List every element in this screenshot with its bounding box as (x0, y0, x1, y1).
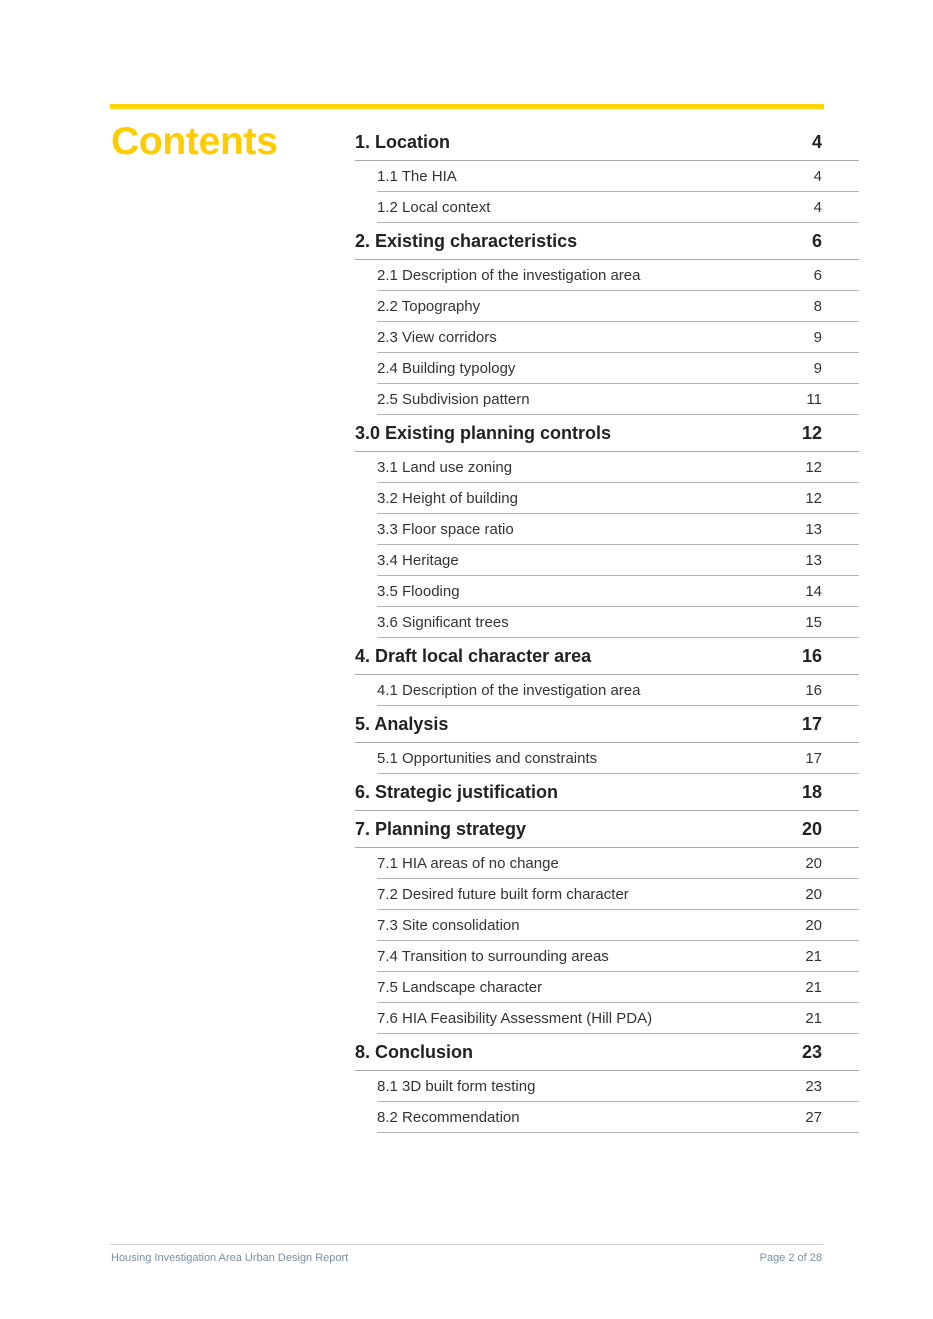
toc-subsection-row[interactable] (377, 879, 859, 910)
toc-subsection-row[interactable] (377, 1003, 859, 1034)
toc-subsection-row[interactable] (377, 353, 859, 384)
footer-divider (110, 1244, 824, 1245)
toc-subsection-row[interactable] (377, 743, 859, 774)
toc-subsection-row[interactable] (377, 291, 859, 322)
toc-subsection-row[interactable] (377, 675, 859, 706)
toc-entry-title: 5. Analysis (355, 713, 449, 734)
toc-entry-page: 12 (801, 422, 822, 443)
toc-section-row[interactable] (355, 124, 859, 161)
toc-section-row[interactable] (355, 415, 859, 452)
toc-entry-title: 2. Existing characteristics (355, 230, 578, 251)
toc-entry-title: 8. Conclusion (355, 1041, 474, 1062)
toc-entry-page: 11 (806, 390, 822, 408)
toc-entry-page: 17 (801, 713, 822, 734)
footer-page-number: Page 2 of 28 (759, 1252, 822, 1264)
toc-entry-page: 6 (813, 266, 822, 284)
toc-subsection-row[interactable] (377, 514, 859, 545)
toc-subsection-row[interactable] (377, 607, 859, 638)
toc-entry-page: 4 (811, 131, 822, 152)
toc-entry-title: 2.4 Building typology (377, 359, 516, 377)
toc-entry-page: 12 (805, 489, 822, 507)
toc-subsection-row[interactable] (377, 452, 859, 483)
toc-entry-page: 4 (813, 198, 822, 216)
toc-entry-title: 7.3 Site consolidation (377, 916, 520, 934)
toc-entry-page: 23 (801, 1041, 822, 1062)
toc-entry-title: 7.6 HIA Feasibility Assessment (Hill PDA) (377, 1009, 653, 1027)
toc-entry-title: 2.2 Topography (377, 297, 481, 315)
toc-entry-title: 7.2 Desired future built form character (377, 885, 629, 903)
toc-entry-page: 20 (801, 818, 822, 839)
toc-subsection-row[interactable] (377, 161, 859, 192)
toc-entry-page: 9 (813, 359, 822, 377)
toc-entry-title: 5.1 Opportunities and constraints (377, 749, 598, 767)
toc-subsection-row[interactable] (377, 260, 859, 291)
toc-entry-title: 1.1 The HIA (377, 167, 457, 185)
toc-entry-page: 20 (805, 885, 822, 903)
toc-entry-title: 7.5 Landscape character (377, 978, 543, 996)
toc-entry-page: 13 (805, 551, 822, 569)
toc-entry-page: 27 (805, 1108, 822, 1126)
toc-section-row[interactable] (355, 811, 859, 848)
toc-entry-page: 16 (801, 645, 822, 666)
toc-subsection-row[interactable] (377, 1071, 859, 1102)
toc-section-row[interactable] (355, 223, 859, 260)
toc-entry-title: 7.4 Transition to surrounding areas (377, 947, 609, 965)
toc-entry-title: 6. Strategic justification (355, 781, 559, 802)
toc-entry-title: 3.2 Height of building (377, 489, 518, 507)
toc-entry-title: 3.3 Floor space ratio (377, 520, 514, 538)
toc-entry-title: 2.3 View corridors (377, 328, 497, 346)
page-title: Contents (111, 120, 278, 163)
toc-section-row[interactable] (355, 774, 859, 811)
toc-section-row[interactable] (355, 1034, 859, 1071)
toc-entry-title: 3.5 Flooding (377, 582, 460, 600)
toc-entry-title: 4.1 Description of the investigation area (377, 681, 641, 699)
toc-entry-title: 8.1 3D built form testing (377, 1077, 536, 1095)
toc-entry-page: 13 (805, 520, 822, 538)
toc-subsection-row[interactable] (377, 384, 859, 415)
toc-subsection-row[interactable] (377, 322, 859, 353)
toc-subsection-row[interactable] (377, 972, 859, 1003)
toc-entry-page: 23 (805, 1077, 822, 1095)
toc-subsection-row[interactable] (377, 1102, 859, 1133)
toc-section-row[interactable] (355, 638, 859, 675)
toc-entry-title: 1.2 Local context (377, 198, 491, 216)
toc-subsection-row[interactable] (377, 848, 859, 879)
footer-document-title: Housing Investigation Area Urban Design Report (111, 1252, 349, 1264)
toc-subsection-row[interactable] (377, 910, 859, 941)
toc-entry-title: 3.0 Existing planning controls (355, 422, 612, 443)
toc-entry-page: 21 (805, 947, 822, 965)
toc-subsection-row[interactable] (377, 192, 859, 223)
toc-entry-title: 2.1 Description of the investigation area (377, 266, 641, 284)
toc-entry-page: 15 (805, 613, 822, 631)
toc-subsection-row[interactable] (377, 941, 859, 972)
toc-subsection-row[interactable] (377, 483, 859, 514)
toc-entry-title: 3.6 Significant trees (377, 613, 509, 631)
toc-entry-page: 14 (805, 582, 822, 600)
toc-entry-page: 21 (805, 978, 822, 996)
toc-entry-title: 3.1 Land use zoning (377, 458, 513, 476)
toc-entry-title: 1. Location (355, 131, 451, 152)
toc-entry-title: 4. Draft local character area (355, 645, 592, 666)
toc-section-row[interactable] (355, 706, 859, 743)
toc-entry-page: 12 (805, 458, 822, 476)
toc-entry-title: 7. Planning strategy (355, 818, 527, 839)
toc-entry-page: 16 (805, 681, 822, 699)
toc-entry-page: 6 (811, 230, 822, 251)
toc-entry-page: 20 (805, 854, 822, 872)
toc-entry-page: 18 (801, 781, 822, 802)
toc-entry-page: 21 (805, 1009, 822, 1027)
toc-entry-page: 20 (805, 916, 822, 934)
toc-subsection-row[interactable] (377, 576, 859, 607)
toc-subsection-row[interactable] (377, 545, 859, 576)
toc-entry-page: 17 (805, 749, 822, 767)
toc-entry-page: 8 (813, 297, 822, 315)
top-accent-rule (110, 104, 824, 109)
toc-entry-title: 3.4 Heritage (377, 551, 459, 569)
table-of-contents (355, 124, 859, 1133)
toc-entry-title: 2.5 Subdivision pattern (377, 390, 530, 408)
toc-entry-page: 9 (813, 328, 822, 346)
toc-entry-title: 8.2 Recommendation (377, 1108, 520, 1126)
toc-entry-page: 4 (813, 167, 822, 185)
toc-entry-title: 7.1 HIA areas of no change (377, 854, 559, 872)
